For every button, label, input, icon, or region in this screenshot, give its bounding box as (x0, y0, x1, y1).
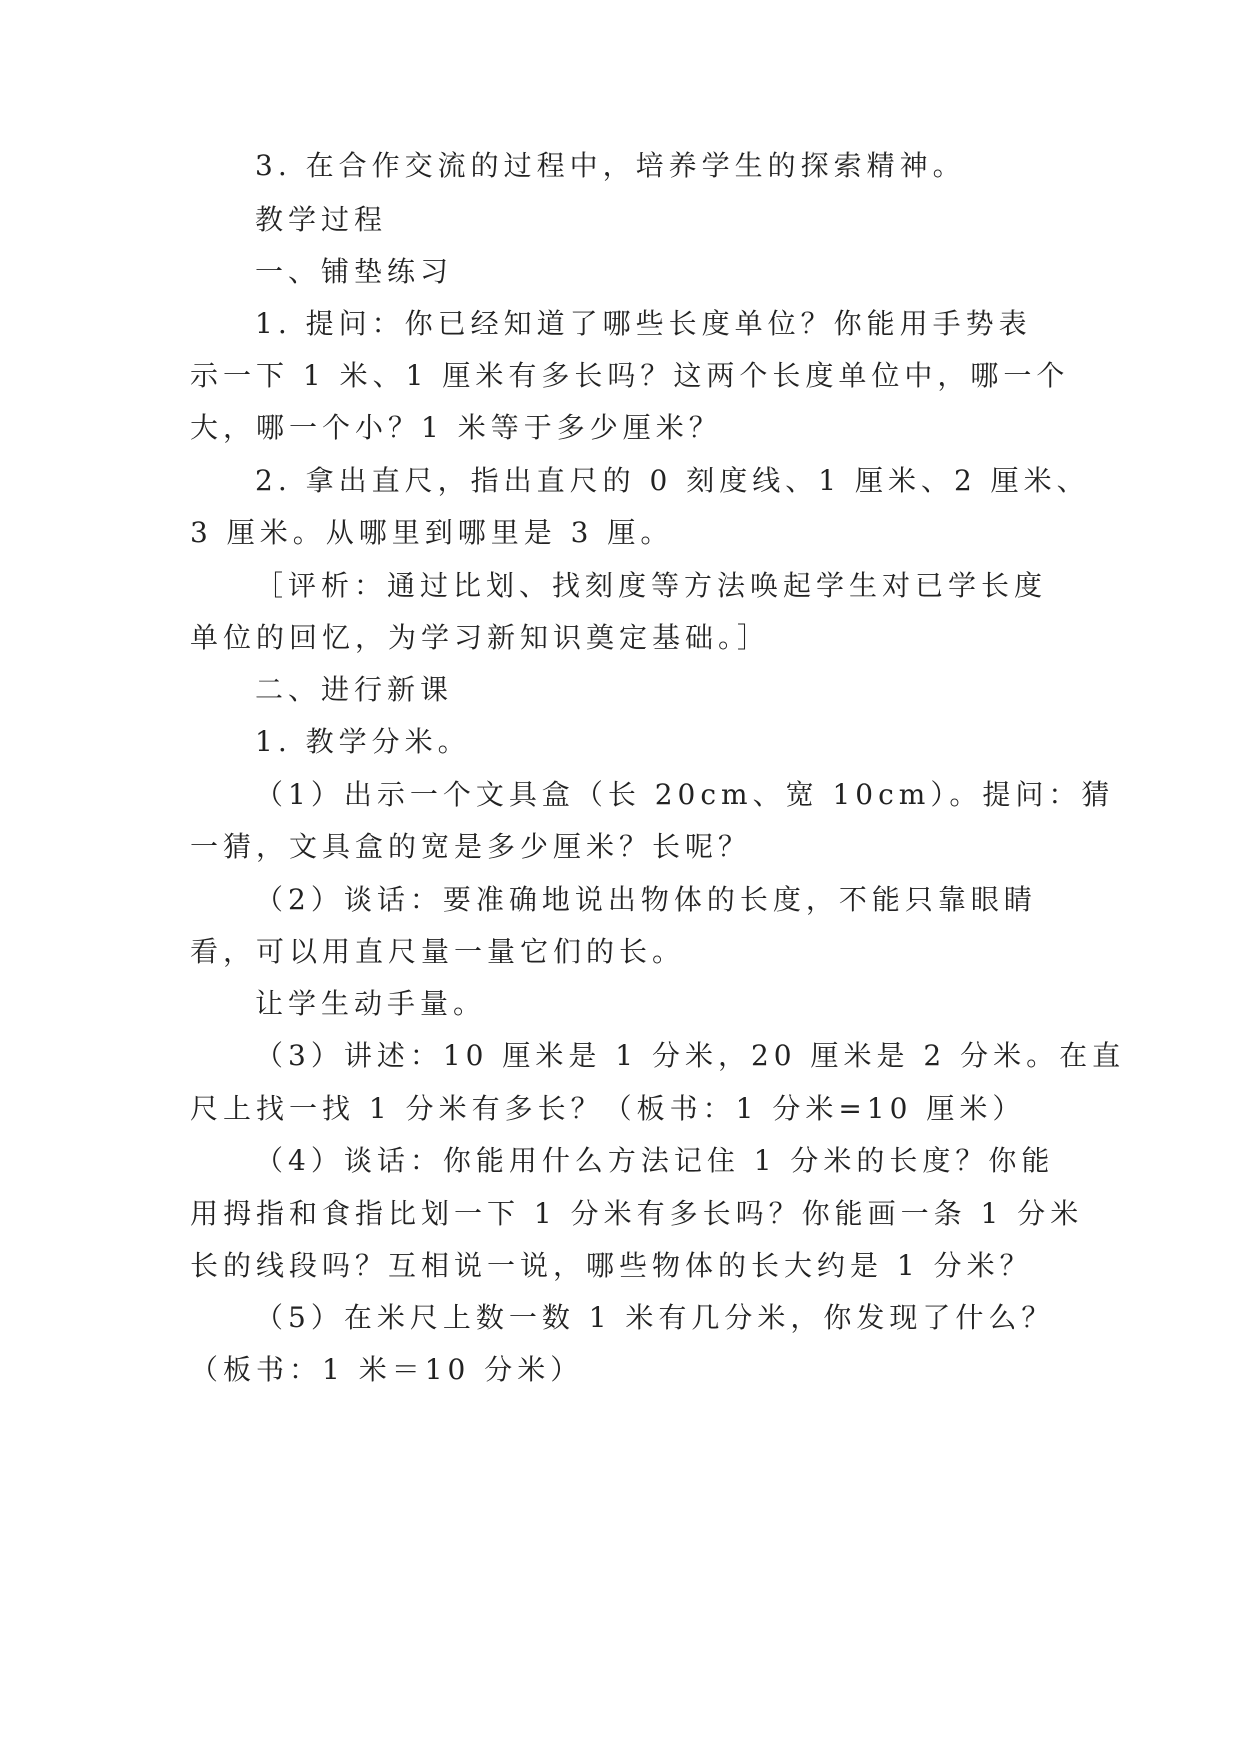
paragraph-line: （板书：1 米＝10 分米） (190, 1353, 584, 1386)
paragraph-line: 1. 教学分米。 (255, 725, 471, 758)
paragraph-line: 3 厘米。从哪里到哪里是 3 厘。 (190, 516, 674, 549)
paragraph-line: 单位的回忆，为学习新知识奠定基础。］ (190, 621, 771, 654)
paragraph-line: （3）讲述：10 厘米是 1 分米，20 厘米是 2 分米。在直 (255, 1039, 1126, 1072)
paragraph-line: ［评析：通过比划、找刻度等方法唤起学生对已学长度 (255, 569, 1048, 602)
paragraph-line: 长的线段吗？互相说一说，哪些物体的长大约是 1 分米？ (190, 1249, 1033, 1282)
paragraph-line: 示一下 1 米、1 厘米有多长吗？这两个长度单位中，哪一个 (190, 359, 1070, 392)
paragraph-line: 让学生动手量。 (255, 987, 487, 1020)
paragraph-line: 1. 提问：你已经知道了哪些长度单位？你能用手势表 (255, 307, 1032, 340)
paragraph-line: 3. 在合作交流的过程中，培养学生的探索精神。 (255, 149, 966, 182)
paragraph-line: （2）谈话：要准确地说出物体的长度，不能只靠眼睛 (255, 883, 1037, 916)
paragraph-line: 大，哪一个小？1 米等于多少厘米？ (190, 411, 722, 444)
paragraph-line: （4）谈话：你能用什么方法记住 1 分米的长度？你能 (255, 1144, 1055, 1177)
paragraph-line: 尺上找一找 1 分米有多长？（板书：1 分米=10 厘米） (190, 1092, 1026, 1125)
section-heading: 一、铺垫练习 (255, 255, 454, 288)
section-heading: 二、进行新课 (255, 673, 454, 706)
paragraph-line: 看，可以用直尺量一量它们的长。 (190, 935, 686, 968)
paragraph-line: （5）在米尺上数一数 1 米有几分米，你发现了什么？ (255, 1301, 1055, 1334)
paragraph-line: 2. 拿出直尺，指出直尺的 0 刻度线、1 厘米、2 厘米、 (255, 464, 1090, 497)
paragraph-line: 一猜，文具盒的宽是多少厘米？长呢？ (190, 830, 752, 863)
paragraph-line: 用拇指和食指比划一下 1 分米有多长吗？你能画一条 1 分米 (190, 1197, 1084, 1230)
paragraph-line: （1）出示一个文具盒（长 20cm、宽 10cm）。提问：猜 (255, 778, 1115, 811)
section-heading: 教学过程 (255, 203, 388, 236)
